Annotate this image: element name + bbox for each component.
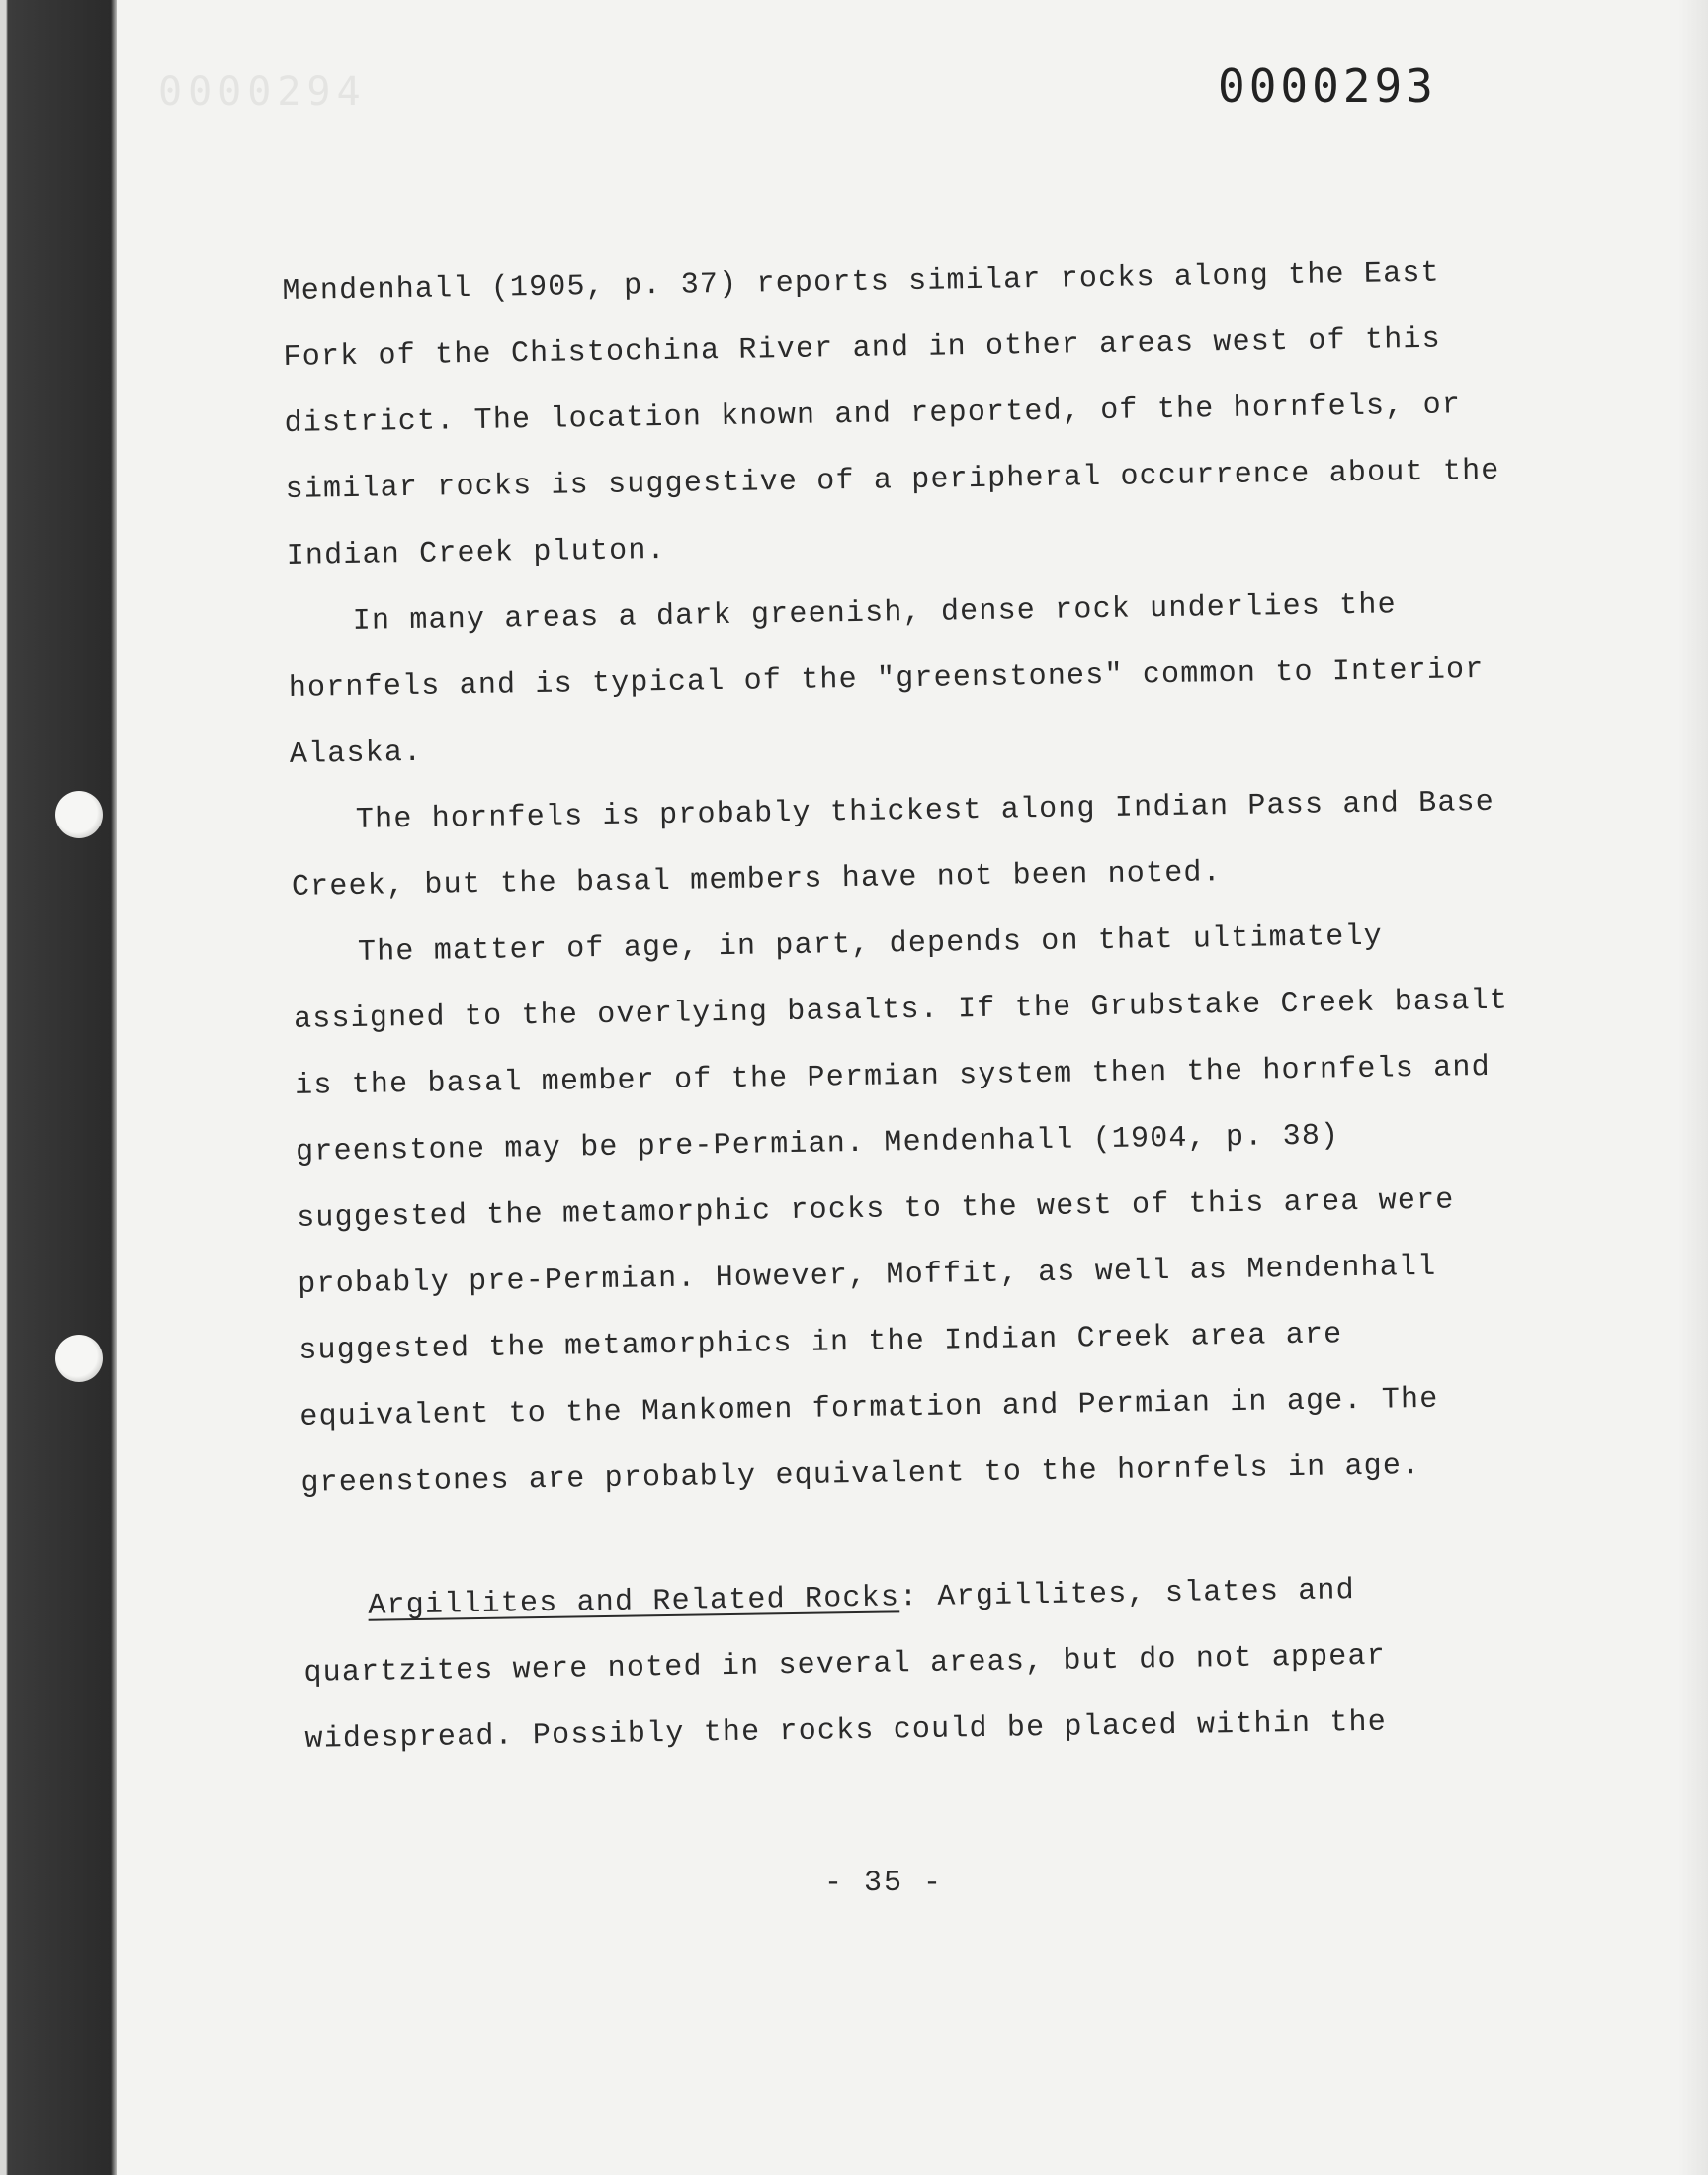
page-number: - 35 - xyxy=(823,1867,944,1900)
page-body xyxy=(282,240,1531,1774)
paragraph: The hornfels is probably thickest along Indian Pass and Base Creek, but the basal members have not been noted. xyxy=(291,785,1495,905)
punch-hole xyxy=(55,791,103,838)
section-heading: Argillites and Related Rocks xyxy=(368,1581,900,1623)
document-number: 0000293 xyxy=(1218,59,1437,113)
section-heading-colon: : xyxy=(898,1581,919,1615)
punch-hole xyxy=(55,1335,103,1382)
section-text: Argillites, slates and quartzites were noted in several areas, but do not appear widespread. Possibly the rocks could be placed within the xyxy=(303,1574,1388,1757)
paragraph: The matter of age, in part, depends on that ultimately assigned to the overlying basalts. If the Grubstake Creek basalt is the basal member of the Permian system then the hornfels and greenstone may be pre-Permian. Mendenhall (1904, p. 38) suggested the metamorphic rocks to the west of this area were probably pre-Permian. However, Moffit, as well as Mendenhall suggested the metamorphics in the Indian Creek area are equivalent to the Mankomen formation and Permian in age. The greenstones are probably equivalent to the hornfels in age. xyxy=(293,919,1509,1501)
paragraph: In many areas a dark greenish, dense rock underlies the hornfels and is typical of the "greenstones" common to Interior Alaska. xyxy=(288,588,1485,772)
paragraph: Mendenhall (1905, p. 37) reports similar rocks along the East Fork of the Chistochina River and in other areas west of this district. The location known and reported, of the hornfels, or similar rocks is suggestive of a peripheral occurrence about the Indian Creek pluton. xyxy=(282,256,1500,573)
page-edge xyxy=(1678,0,1708,2175)
bleed-through-number: 0000294 xyxy=(158,69,367,115)
binding-strip xyxy=(0,0,117,2175)
section-paragraph xyxy=(302,1555,1531,1773)
